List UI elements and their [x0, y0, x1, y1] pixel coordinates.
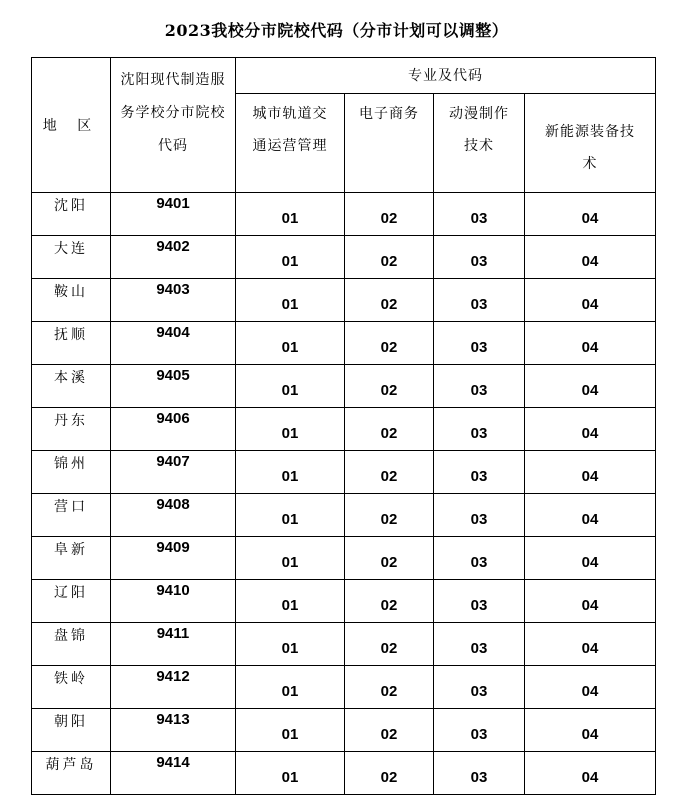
major-code-cell: 03	[434, 623, 525, 666]
school-code-header-cell	[111, 58, 236, 193]
table-row	[32, 451, 656, 494]
header-row-top	[32, 58, 656, 94]
major-code-cell: 03	[434, 537, 525, 580]
major-code-cell: 03	[434, 236, 525, 279]
region-cell: 铁岭	[32, 666, 111, 709]
major-header-cell	[434, 94, 525, 193]
table-row	[32, 537, 656, 580]
major-code-cell: 02	[345, 322, 434, 365]
school-code-cell: 9414	[111, 752, 236, 795]
school-code-cell: 9404	[111, 322, 236, 365]
region-cell: 葫芦岛	[32, 752, 111, 795]
major-code-cell: 03	[434, 451, 525, 494]
major-header-ecommerce: 电子商务	[359, 106, 419, 122]
major-code-cell: 01	[236, 666, 345, 709]
major-code-cell: 04	[525, 451, 656, 494]
major-code-cell: 04	[525, 494, 656, 537]
table-row	[32, 322, 656, 365]
school-code-cell: 9401	[111, 193, 236, 236]
major-code-cell: 02	[345, 451, 434, 494]
major-code-cell: 03	[434, 752, 525, 795]
major-code-cell: 02	[345, 408, 434, 451]
table-row	[32, 408, 656, 451]
region-cell: 鞍山	[32, 279, 111, 322]
major-code-cell: 02	[345, 365, 434, 408]
major-code-cell: 01	[236, 365, 345, 408]
region-header: 地 区	[32, 58, 111, 193]
major-header-animation: 动漫制作技术	[449, 106, 509, 154]
major-header-cell	[345, 94, 434, 193]
major-code-cell: 03	[434, 666, 525, 709]
major-code-cell: 01	[236, 279, 345, 322]
major-code-cell: 04	[525, 236, 656, 279]
major-code-cell: 04	[525, 752, 656, 795]
major-code-cell: 01	[236, 451, 345, 494]
table-row	[32, 752, 656, 795]
school-code-cell: 9406	[111, 408, 236, 451]
school-code-table	[31, 57, 656, 795]
major-header-new-energy: 新能源装备技术	[545, 124, 635, 172]
major-code-cell: 02	[345, 279, 434, 322]
region-cell: 沈阳	[32, 193, 111, 236]
school-code-cell: 9408	[111, 494, 236, 537]
table-row	[32, 365, 656, 408]
major-code-cell: 01	[236, 752, 345, 795]
major-code-cell: 04	[525, 279, 656, 322]
table-row	[32, 193, 656, 236]
major-code-cell: 03	[434, 408, 525, 451]
major-code-cell: 03	[434, 322, 525, 365]
major-code-cell: 04	[525, 365, 656, 408]
major-code-cell: 04	[525, 709, 656, 752]
table-row	[32, 279, 656, 322]
school-code-cell: 9403	[111, 279, 236, 322]
region-cell: 辽阳	[32, 580, 111, 623]
major-code-cell: 04	[525, 322, 656, 365]
region-cell: 抚顺	[32, 322, 111, 365]
major-code-cell: 04	[525, 193, 656, 236]
school-code-cell: 9402	[111, 236, 236, 279]
table-row	[32, 236, 656, 279]
table-body	[32, 58, 656, 795]
table-row	[32, 666, 656, 709]
major-code-cell: 01	[236, 494, 345, 537]
major-code-cell: 01	[236, 623, 345, 666]
major-code-cell: 02	[345, 666, 434, 709]
major-header-rail-transit: 城市轨道交通运营管理	[252, 106, 328, 154]
major-code-cell: 03	[434, 580, 525, 623]
region-cell: 朝阳	[32, 709, 111, 752]
major-code-cell: 04	[525, 623, 656, 666]
table-row	[32, 709, 656, 752]
region-cell: 锦州	[32, 451, 111, 494]
major-code-cell: 01	[236, 709, 345, 752]
region-cell: 营口	[32, 494, 111, 537]
major-code-cell: 04	[525, 408, 656, 451]
major-code-cell: 02	[345, 537, 434, 580]
major-code-cell: 01	[236, 537, 345, 580]
table-row	[32, 494, 656, 537]
school-code-cell: 9410	[111, 580, 236, 623]
majors-group-header: 专业及代码	[236, 58, 656, 94]
region-cell: 阜新	[32, 537, 111, 580]
school-code-cell: 9405	[111, 365, 236, 408]
school-code-cell: 9413	[111, 709, 236, 752]
region-cell: 丹东	[32, 408, 111, 451]
table-row	[32, 623, 656, 666]
major-code-cell: 02	[345, 752, 434, 795]
major-code-cell: 01	[236, 408, 345, 451]
major-code-cell: 02	[345, 236, 434, 279]
major-code-cell: 03	[434, 365, 525, 408]
school-code-cell: 9412	[111, 666, 236, 709]
major-header-cell	[236, 94, 345, 193]
document-title: 2023我校分市院校代码（分市计划可以调整）	[164, 21, 509, 40]
major-code-cell: 03	[434, 279, 525, 322]
major-code-cell: 03	[434, 709, 525, 752]
school-code-cell: 9407	[111, 451, 236, 494]
school-code-cell: 9411	[111, 623, 236, 666]
major-code-cell: 02	[345, 580, 434, 623]
table-row	[32, 580, 656, 623]
school-code-header: 沈阳现代制造服务学校分市院校代码	[120, 72, 226, 154]
major-code-cell: 02	[345, 494, 434, 537]
region-cell: 本溪	[32, 365, 111, 408]
major-code-cell: 04	[525, 580, 656, 623]
major-code-cell: 02	[345, 193, 434, 236]
region-cell: 盘锦	[32, 623, 111, 666]
major-code-cell: 04	[525, 666, 656, 709]
region-cell: 大连	[32, 236, 111, 279]
school-code-cell: 9409	[111, 537, 236, 580]
major-code-cell: 01	[236, 580, 345, 623]
major-code-cell: 01	[236, 322, 345, 365]
major-code-cell: 04	[525, 537, 656, 580]
major-code-cell: 01	[236, 236, 345, 279]
major-code-cell: 02	[345, 623, 434, 666]
major-header-cell	[525, 94, 656, 193]
major-code-cell: 03	[434, 193, 525, 236]
major-code-cell: 01	[236, 193, 345, 236]
major-code-cell: 02	[345, 709, 434, 752]
major-code-cell: 03	[434, 494, 525, 537]
